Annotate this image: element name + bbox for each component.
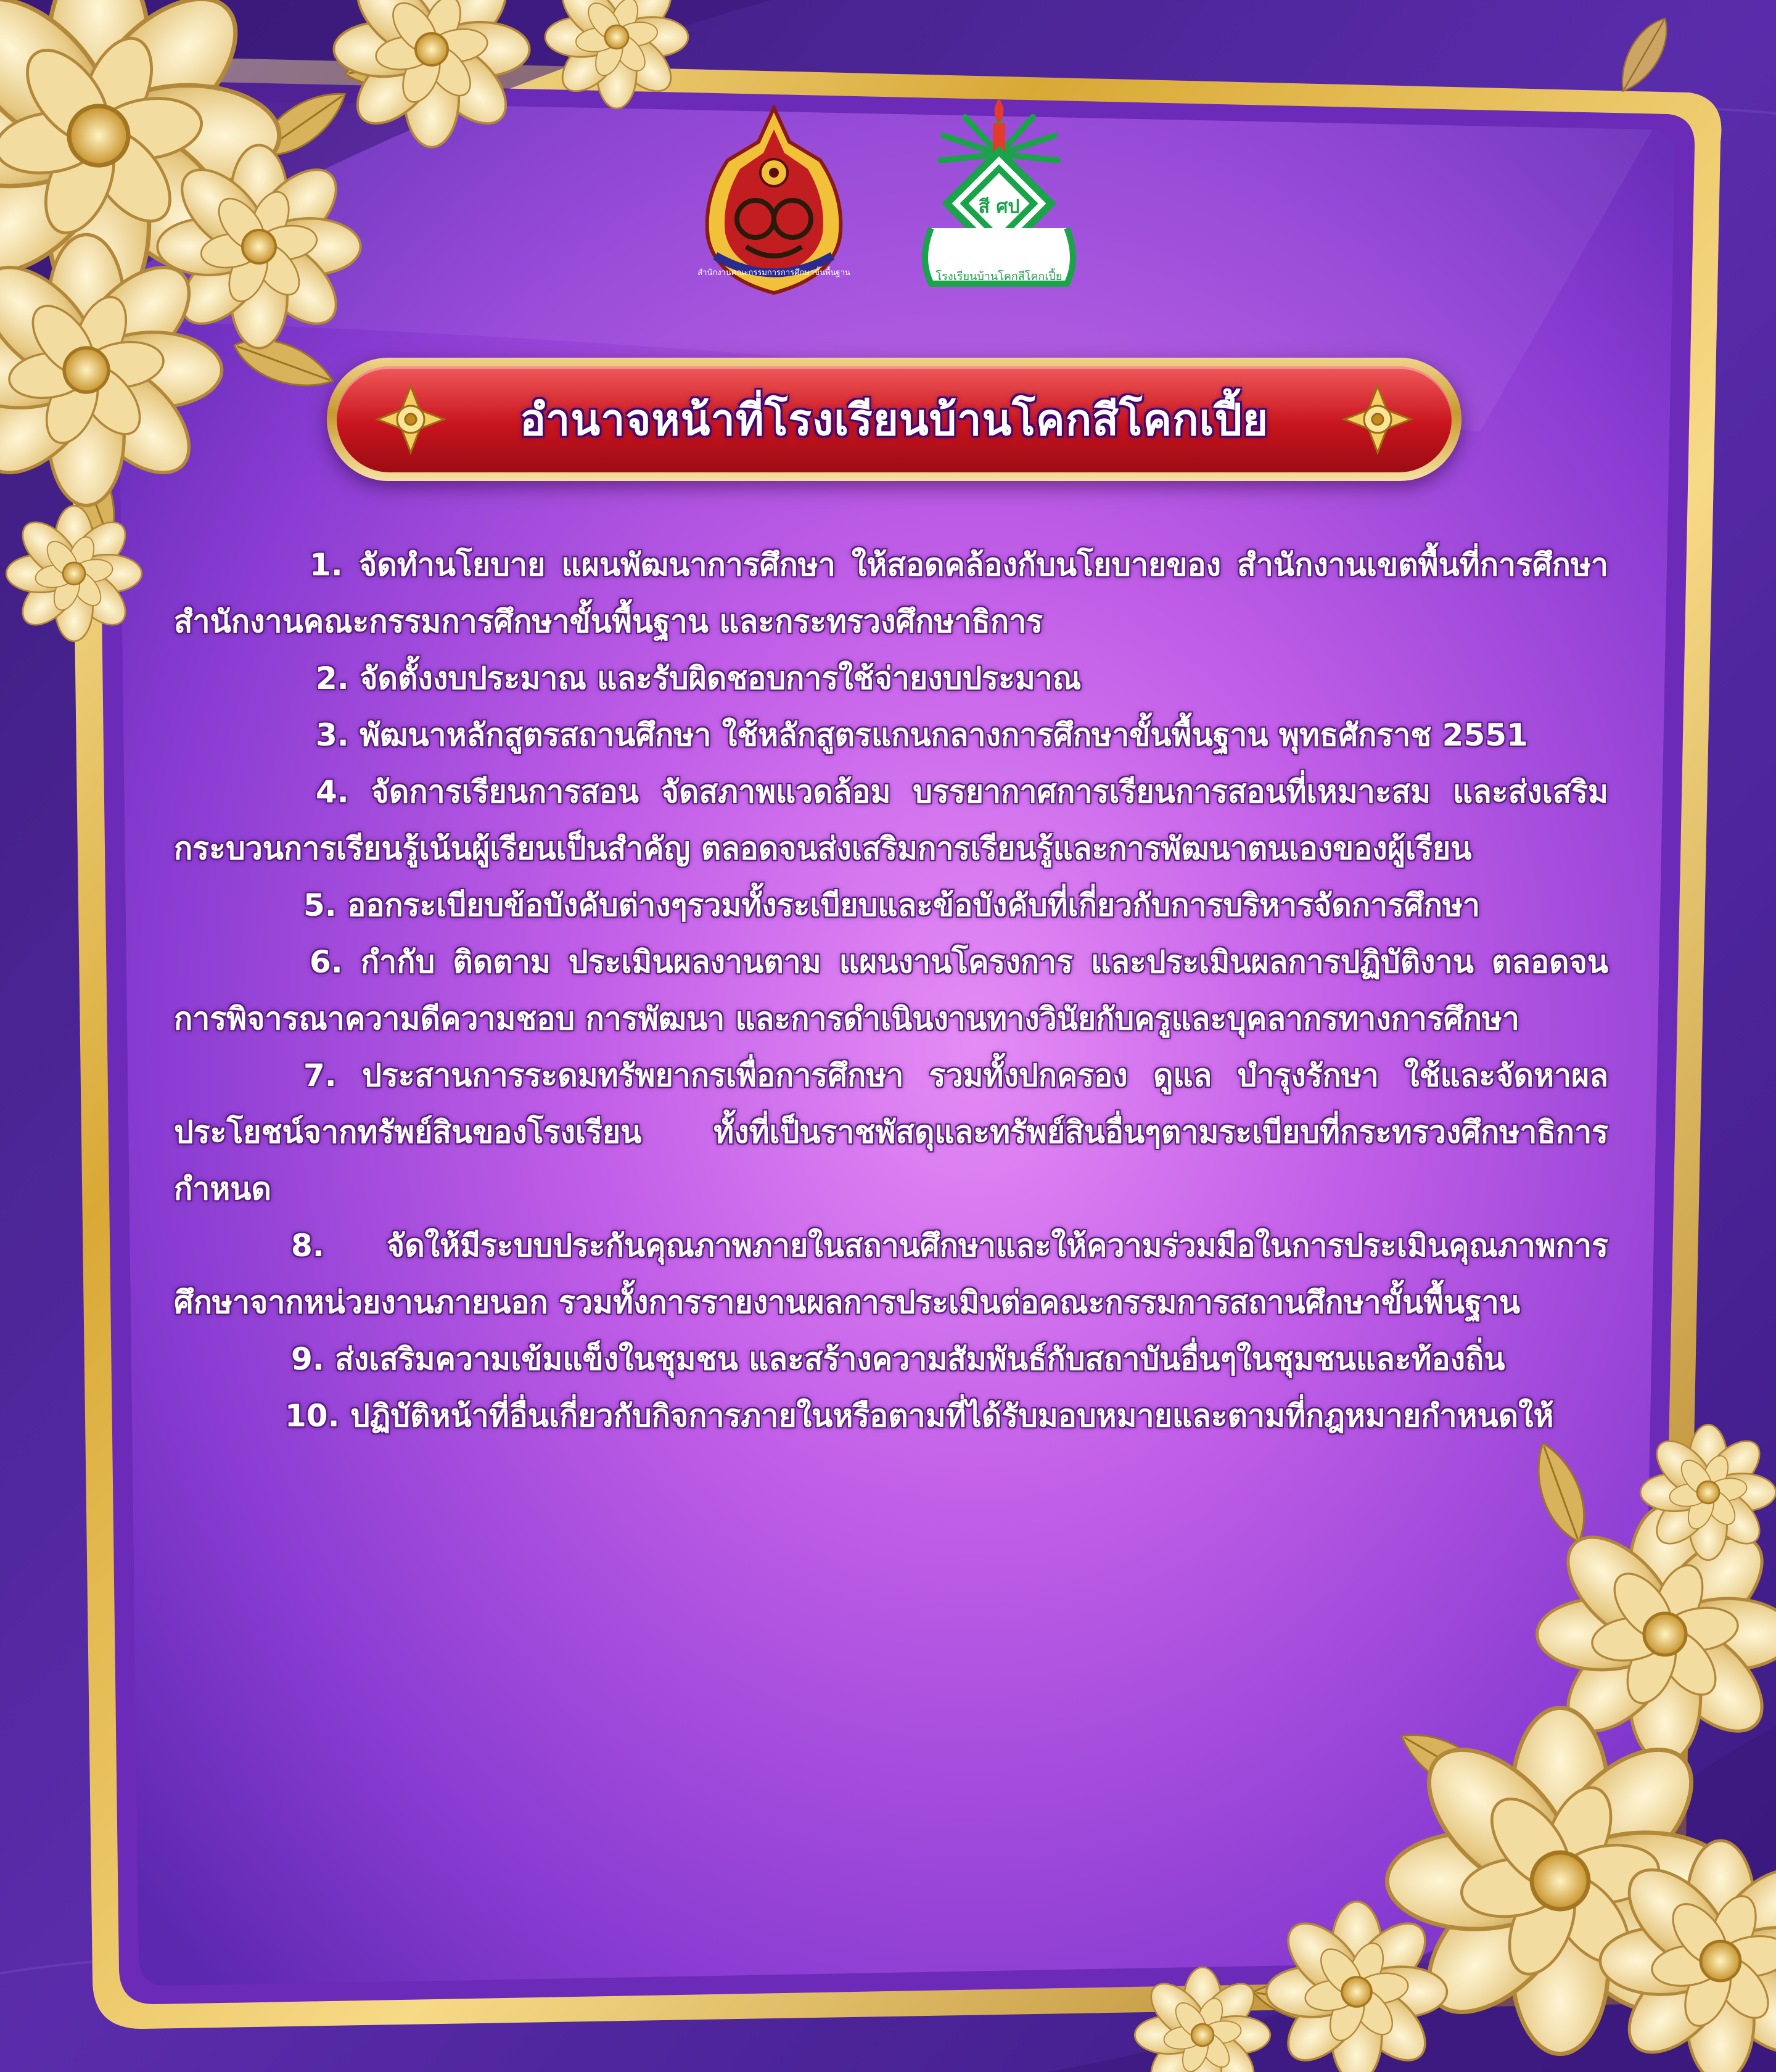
duties-list: [174, 536, 1608, 1444]
title-banner: [327, 358, 1462, 481]
school-caption: โรงเรียนบ้านโคกสีโคกเปี้ย: [935, 270, 1063, 283]
duty-item: 3. พัฒนาหลักสูตรสถานศึกษา ใช้หลักสูตรแกนกลางการศึกษาขั้นพื้นฐาน พุทธศักราช 2551: [316, 717, 1528, 753]
school-emblem-logo: [906, 99, 1092, 302]
obec-emblem-logo: [697, 105, 851, 296]
thai-ornament-icon: [1341, 382, 1415, 456]
duty-item: 8. จัดให้มีระบบประกันคุณภาพภายในสถานศึกษาและให้ความร่วมมือในการประเมินคุณภาพการศึกษาจากหน่วยงานภายนอก รวมทั้งการรายงานผลการประเมินต่อคณะกรรมการสถานศึกษาขั้นพื้นฐาน: [174, 1228, 1608, 1320]
title-banner-inner: [337, 366, 1452, 472]
duty-item: 1. จัดทำนโยบาย แผนพัฒนาการศึกษา ให้สอดคล้องกับนโยบายของ สำนักงานเขตพื้นที่การศึกษา สำนักงานคณะกรรมการศึกษาขั้นพื้นฐาน และกระทรวงศึกษาธิการ: [174, 547, 1608, 639]
duty-item: 4. จัดการเรียนการสอน จัดสภาพแวดล้อม บรรยากาศการเรียนการสอนที่เหมาะสม และส่งเสริมกระบวนการเรียนรู้เน้นผู้เรียนเป็นสำคัญ ตลอดจนส่งเสริมการเรียนรู้และการพัฒนาตนเองของผู้เรียน: [174, 774, 1608, 866]
duty-item: 7. ประสานการระดมทรัพยากรเพื่อการศึกษา รวมทั้งปกครอง ดูแล บำรุงรักษา ใช้และจัดหาผลประโยชน์จากทรัพย์สินของโรงเรียน ทั้งที่เป็นราชพัสดุและทรัพย์สินอื่นๆตามระเบียบที่กระทรวงศึกษาธิการกำหนด: [174, 1058, 1608, 1207]
duty-item: 10. ปฏิบัติหน้าที่อื่นเกี่ยวกับกิจการภายในหรือตามที่ได้รับมอบหมายและตามที่กฎหมายกำหนดให้: [285, 1398, 1554, 1434]
duty-item: 6. กำกับ ติดตาม ประเมินผลงานตาม แผนงานโครงการ และประเมินผลการปฏิบัติงาน ตลอดจนการพิจารณาความดีความชอบ การพัฒนา และการดำเนินงานทางวินัยกับครูและบุคลากรทางการศึกษา: [174, 944, 1608, 1037]
duty-item: 9. ส่งเสริมความเข้มแข็งในชุมชน และสร้างความสัมพันธ์กับสถาบันอื่นๆในชุมชนและท้องถิ่น: [291, 1341, 1505, 1377]
obec-caption: สำนักงานคณะกรรมการการศึกษาขั้นพื้นฐาน: [697, 268, 850, 278]
school-badge-text: สี ศป: [978, 196, 1020, 218]
duty-item: 5. ออกระเบียบข้อบังคับต่างๆรวมทั้งระเบียบและข้อบังคับที่เกี่ยวกับการบริหารจัดการศึกษา: [303, 887, 1480, 923]
duty-item: 2. จัดตั้งงบประมาณ และรับผิดชอบการใช้จ่ายงบประมาณ: [316, 660, 1082, 696]
page-title: อำนาจหน้าที่โรงเรียนบ้านโคกสีโคกเปี้ย: [519, 394, 1269, 445]
